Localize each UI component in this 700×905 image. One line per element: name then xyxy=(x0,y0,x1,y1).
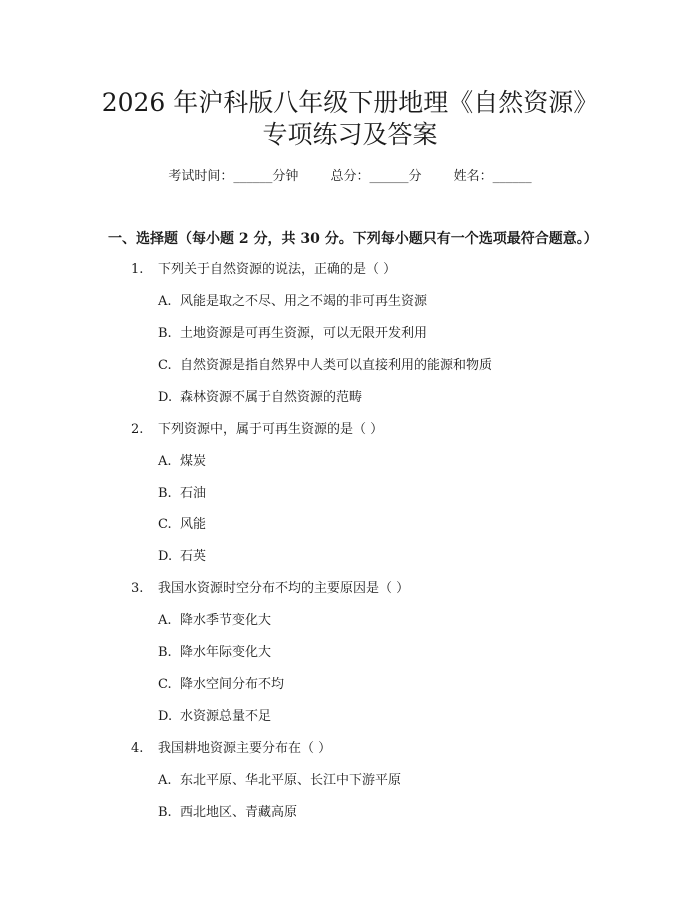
option-text: 西北地区、青藏高原 xyxy=(180,805,298,820)
answer-option xyxy=(158,708,271,726)
answer-option xyxy=(158,485,206,503)
option-letter: C. xyxy=(158,358,172,373)
answer-option xyxy=(158,644,271,662)
answer-option xyxy=(158,357,492,375)
answer-option xyxy=(158,293,427,311)
question-stem xyxy=(131,580,409,598)
answer-option xyxy=(158,453,206,471)
option-letter: C. xyxy=(158,677,172,692)
question-stem xyxy=(131,421,383,439)
option-letter: A. xyxy=(158,454,172,469)
answer-option xyxy=(158,516,206,534)
option-text: 风能 xyxy=(180,517,207,532)
option-text: 森林资源不属于自然资源的范畴 xyxy=(180,390,363,405)
answer-option xyxy=(158,612,271,630)
student-name-field: 姓名：______ xyxy=(453,169,532,184)
option-letter: A. xyxy=(158,294,172,309)
document-title-line2: 专项练习及答案 xyxy=(262,120,438,149)
option-letter: B. xyxy=(158,805,172,820)
option-letter: D. xyxy=(158,549,173,564)
option-text: 石油 xyxy=(180,486,207,501)
answer-option xyxy=(158,548,206,566)
option-letter: B. xyxy=(158,326,172,341)
option-text: 东北平原、华北平原、长江中下游平原 xyxy=(180,773,402,788)
question-stem xyxy=(131,261,396,279)
question-text: 我国耕地资源主要分布在（ ） xyxy=(158,741,332,756)
option-text: 煤炭 xyxy=(180,454,207,469)
question-text: 下列资源中，属于可再生资源的是（ ） xyxy=(158,422,384,437)
question-number: 4. xyxy=(131,741,144,756)
option-text: 降水季节变化大 xyxy=(180,613,272,628)
option-letter: A. xyxy=(158,773,172,788)
total-score-field: 总分：______分 xyxy=(330,169,422,184)
exam-time-field: 考试时间：______分钟 xyxy=(168,169,299,184)
option-text: 降水年际变化大 xyxy=(180,645,272,660)
question-number: 2. xyxy=(131,422,144,437)
answer-option xyxy=(158,772,401,790)
document-title-line1: 2026 年沪科版八年级下册地理《自然资源》 xyxy=(101,88,599,117)
option-text: 土地资源是可再生资源，可以无限开发利用 xyxy=(180,326,428,341)
question-stem xyxy=(131,740,331,758)
question-number: 3. xyxy=(131,581,144,596)
option-text: 自然资源是指自然界中人类可以直接利用的能源和物质 xyxy=(180,358,493,373)
answer-option xyxy=(158,325,427,343)
option-letter: B. xyxy=(158,486,172,501)
option-letter: B. xyxy=(158,645,172,660)
option-text: 水资源总量不足 xyxy=(180,709,272,724)
answer-option xyxy=(158,676,284,694)
exam-info-line xyxy=(0,168,700,186)
question-text: 下列关于自然资源的说法，正确的是（ ） xyxy=(158,262,397,277)
question-number: 1. xyxy=(131,262,144,277)
option-letter: A. xyxy=(158,613,172,628)
question-text: 我国水资源时空分布不均的主要原因是（ ） xyxy=(158,581,410,596)
option-letter: D. xyxy=(158,390,173,405)
option-letter: C. xyxy=(158,517,172,532)
option-text: 风能是取之不尽、用之不竭的非可再生资源 xyxy=(180,294,428,309)
section-heading-choice: 一、选择题（每小题 2 分，共 30 分。下列每小题只有一个选项最符合题意。） xyxy=(108,231,598,247)
answer-option xyxy=(158,804,297,822)
option-text: 石英 xyxy=(180,549,207,564)
option-letter: D. xyxy=(158,709,173,724)
answer-option xyxy=(158,389,362,407)
option-text: 降水空间分布不均 xyxy=(180,677,285,692)
